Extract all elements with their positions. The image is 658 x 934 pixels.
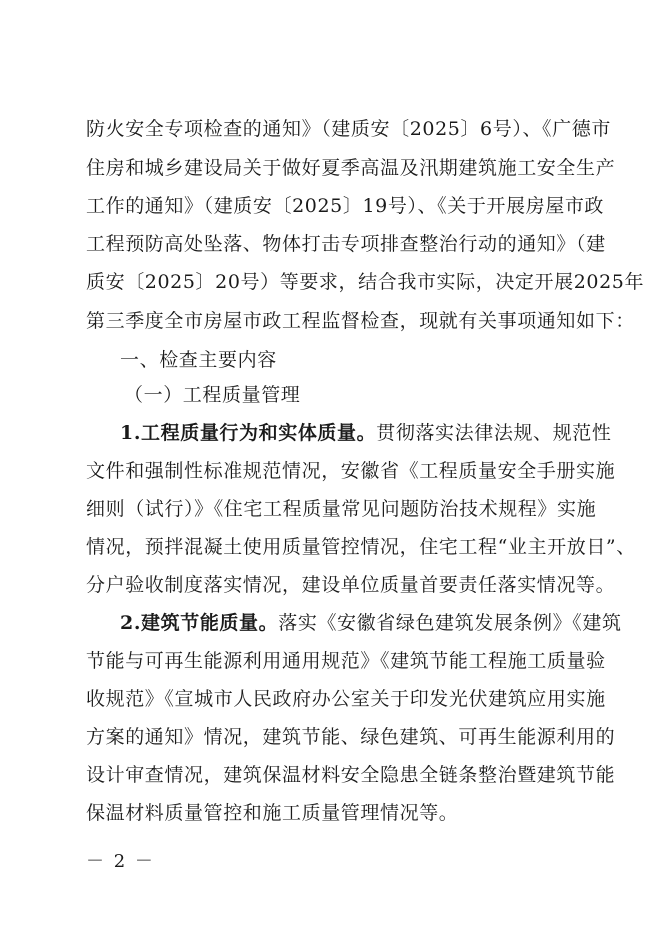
item-1-text: 贯彻落实法律法规、规范性 (376, 422, 612, 444)
page-number: － 2 － (86, 851, 155, 872)
subsection-heading: （一）工程质量管理 (124, 384, 301, 406)
paragraph-line: 收规范》《宣城市人民政府办公室关于印发光伏建筑应用实施 (86, 688, 606, 710)
paragraph-line: 方案的通知》情况，建筑节能、绿色建筑、可再生能源利用的 (86, 726, 616, 748)
item-2-text: 落实《安徽省绿色建筑发展条例》《建筑 (278, 612, 622, 634)
paragraph-line: 设计审查情况，建筑保温材料安全隐患全链条整治暨建筑节能 (86, 764, 616, 786)
paragraph-line: 防火安全专项检查的通知》（建质安〔2025〕6号）、《广德市 (86, 118, 611, 140)
paragraph-line: 细则（试行）》《住宅工程质量常见问题防治技术规程》实施 (86, 498, 597, 520)
paragraph-line: 文件和强制性标准规范情况，安徽省《工程质量安全手册实施 (86, 460, 616, 482)
paragraph-line: 分户验收制度落实情况，建设单位质量首要责任落实情况等。 (86, 574, 616, 596)
paragraph-line: 质安〔2025〕20号）等要求，结合我市实际，决定开展2025年 (86, 271, 645, 293)
paragraph-line: 第三季度全市房屋市政工程监督检查，现就有关事项通知如下： (86, 310, 635, 332)
paragraph-line: 保温材料质量管控和施工质量管理情况等。 (86, 802, 459, 824)
item-2-first-line (120, 611, 622, 635)
item-1-first-line (120, 421, 612, 445)
item-2-title: 2.建筑节能质量。 (120, 612, 279, 634)
section-heading: 一、检查主要内容 (120, 349, 277, 371)
paragraph-line: 工程预防高处坠落、物体打击专项排查整治行动的通知》（建 (86, 233, 606, 255)
paragraph-line: 节能与可再生能源利用通用规范》《建筑节能工程施工质量验 (86, 650, 606, 672)
paragraph-line: 住房和城乡建设局关于做好夏季高温及汛期建筑施工安全生产 (86, 157, 616, 179)
paragraph-line: 工作的通知》（建质安〔2025〕19号）、《关于开展房屋市政 (86, 195, 605, 217)
paragraph-line: 情况，预拌混凝土使用质量管控情况，住宅工程“业主开放日”、 (86, 536, 636, 558)
item-1-title: 1.工程质量行为和实体质量。 (120, 422, 377, 444)
